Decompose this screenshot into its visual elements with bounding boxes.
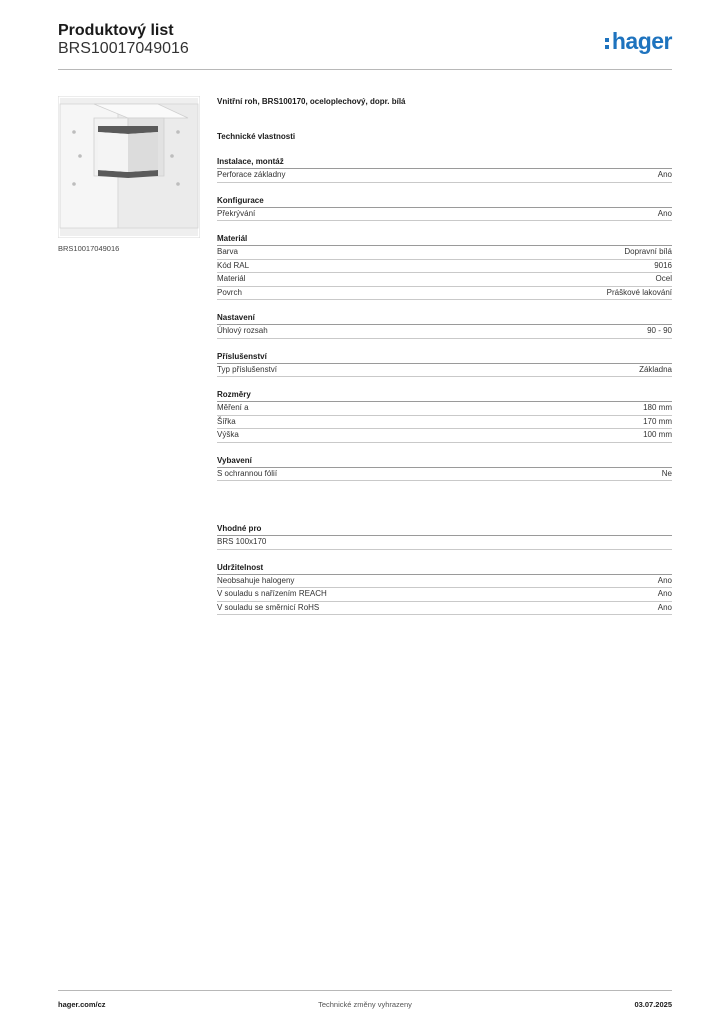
spec-row (217, 588, 672, 602)
spec-value: Ano (657, 170, 672, 179)
section-title: Vhodné pro (217, 523, 672, 536)
section-title: Udržitelnost (217, 562, 672, 575)
spec-label: Kód RAL (217, 260, 250, 270)
spec-value: Ano (657, 589, 672, 598)
spec-row (217, 246, 672, 260)
spec-label: Perforace základny (217, 170, 286, 179)
footer-date: 03.07.2025 (634, 1000, 672, 1009)
spec-row (217, 602, 672, 616)
spec-label: Výška (217, 430, 239, 439)
spec-label: S ochrannou fólií (217, 468, 278, 478)
spec-label: Povrch (217, 287, 242, 297)
spec-value: Ano (657, 575, 672, 585)
section-accessories (217, 351, 672, 378)
spec-label: V souladu se směrnicí RoHS (217, 602, 320, 612)
section-material (217, 233, 672, 300)
spec-value: 180 mm (643, 403, 672, 412)
spec-row (217, 325, 672, 339)
page-footer (58, 990, 672, 1021)
spec-row (217, 260, 672, 274)
spec-row (217, 287, 672, 301)
section-title: Vybavení (217, 455, 672, 468)
section-title: Příslušenství (217, 351, 672, 364)
spec-row (217, 364, 672, 378)
inner-corner-icon (58, 96, 200, 238)
section-suitable-for (217, 523, 672, 550)
spec-value: Práškové lakování (606, 287, 672, 297)
spec-row (217, 468, 672, 482)
spacer (217, 481, 672, 511)
product-name: Vnitřní roh, BRS100170, oceloplechový, dopr. bílá (217, 97, 406, 106)
product-code: BRS10017049016 (58, 40, 189, 57)
section-equipment (217, 455, 672, 482)
spec-value: 170 mm (643, 416, 672, 426)
section-title: Materiál (217, 233, 672, 246)
section-dimensions (217, 389, 672, 443)
spec-label: Šířka (217, 416, 236, 426)
spec-label: Měření a (217, 403, 249, 412)
spec-label: Barva (217, 247, 238, 256)
spec-row (217, 208, 672, 222)
hager-logo (605, 28, 672, 54)
technical-heading-block (217, 131, 672, 142)
image-caption: BRS10017049016 (58, 244, 120, 253)
section-title: Konfigurace (217, 195, 672, 208)
section-title: Rozměry (217, 389, 672, 402)
spec-row (217, 273, 672, 287)
spec-value: Dopravní bílá (624, 247, 672, 256)
spec-label: Překrývání (217, 208, 256, 218)
section-configuration (217, 195, 672, 222)
spec-label: BRS 100x170 (217, 537, 267, 546)
spec-row (217, 429, 672, 443)
spec-label: Materiál (217, 274, 246, 283)
spec-row (217, 402, 672, 416)
section-sustainability (217, 562, 672, 616)
spec-value: 90 - 90 (647, 326, 672, 335)
footer-notice: Technické změny vyhrazeny (318, 1000, 412, 1009)
spec-value: 100 mm (643, 430, 672, 439)
spec-value: Základna (639, 364, 672, 374)
logo-text: hager (611, 28, 672, 54)
specification-panel (217, 96, 672, 615)
spec-value: Ocel (655, 274, 672, 283)
spec-value: Ne (661, 468, 672, 478)
footer-website-link[interactable]: hager.com/cz (58, 1000, 106, 1009)
spec-row (217, 536, 672, 550)
spec-value: Ano (657, 602, 672, 612)
section-title: Instalace, montáž (217, 156, 672, 169)
spec-label: Úhlový rozsah (217, 326, 268, 335)
spec-label: Neobsahuje halogeny (217, 575, 295, 585)
spec-label: Typ příslušenství (217, 364, 278, 374)
spec-label: V souladu s nařízením REACH (217, 589, 327, 598)
document-title: Produktový list (58, 22, 174, 39)
section-installation (217, 156, 672, 183)
section-settings (217, 312, 672, 339)
logo-dots-icon (605, 36, 610, 50)
spec-value: 9016 (654, 260, 672, 270)
section-title: Nastavení (217, 312, 672, 325)
page-header (58, 22, 672, 70)
spec-row (217, 169, 672, 183)
technical-heading: Technické vlastnosti (217, 132, 296, 141)
spec-row (217, 575, 672, 589)
spec-row (217, 416, 672, 430)
product-image (58, 96, 200, 238)
spec-value: Ano (657, 208, 672, 218)
